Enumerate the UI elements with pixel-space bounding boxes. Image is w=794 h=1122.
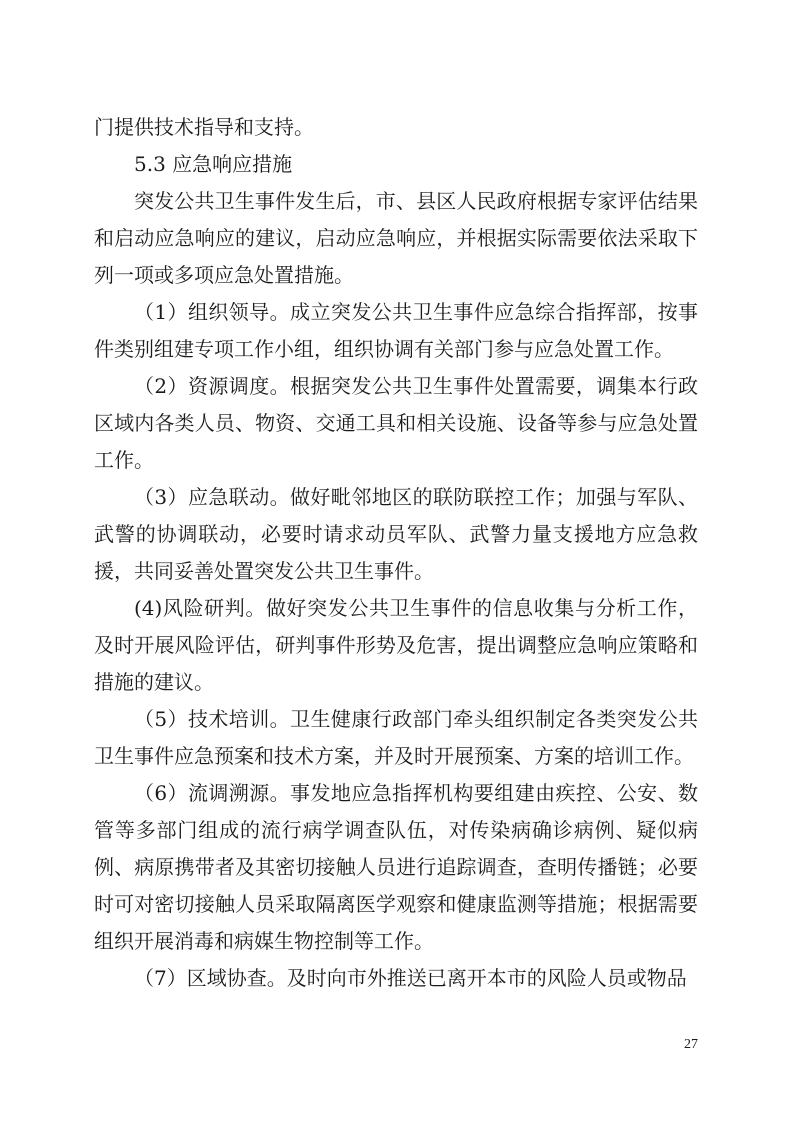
paragraph-item-2: （2）资源调度。根据突发公共卫生事件处置需要，调集本行政区域内各类人员、物资、交通工具和相关设施、设备等参与应急处置工作。 (94, 374, 698, 472)
document-body (94, 109, 698, 997)
page-number: 27 (684, 1037, 698, 1052)
paragraph-intro: 突发公共卫生事件发生后，市、县区人民政府根据专家评估结果和启动应急响应的建议，启动应急响应，并根据实际需要依法采取下列一项或多项应急处置措施。 (94, 189, 698, 287)
paragraph-item-7: （7）区域协查。及时向市外推送已离开本市的风险人员或物品 (134, 966, 687, 990)
paragraph-item-4: (4)风险研判。做好突发公共卫生事件的信息收集与分析工作，及时开展风险评估，研判事件形势及危害，提出调整应急响应策略和措施的建议。 (94, 596, 698, 694)
paragraph-item-6: （6）流调溯源。事发地应急指挥机构要组建由疾控、公安、数管等多部门组成的流行病学调查队伍，对传染病确诊病例、疑似病例、病原携带者及其密切接触人员进行追踪调查，查明传播链；必要时可对密切接触人员采取隔离医学观察和健康监测等措施；根据需要组织开展消毒和病媒生物控制等工作。 (94, 781, 698, 953)
paragraph-item-5: （5）技术培训。卫生健康行政部门牵头组织制定各类突发公共卫生事件应急预案和技术方案，并及时开展预案、方案的培训工作。 (94, 707, 698, 768)
paragraph-item-1: （1）组织领导。成立突发公共卫生事件应急综合指挥部，按事件类别组建专项工作小组，组织协调有关部门参与应急处置工作。 (94, 300, 698, 361)
paragraph-continuation: 门提供技术指导和支持。 (94, 115, 314, 139)
paragraph-item-3: （3）应急联动。做好毗邻地区的联防联控工作；加强与军队、武警的协调联动，必要时请求动员军队、武警力量支援地方应急救援，共同妥善处置突发公共卫生事件。 (94, 485, 698, 583)
section-heading: 5.3 应急响应措施 (134, 152, 293, 176)
